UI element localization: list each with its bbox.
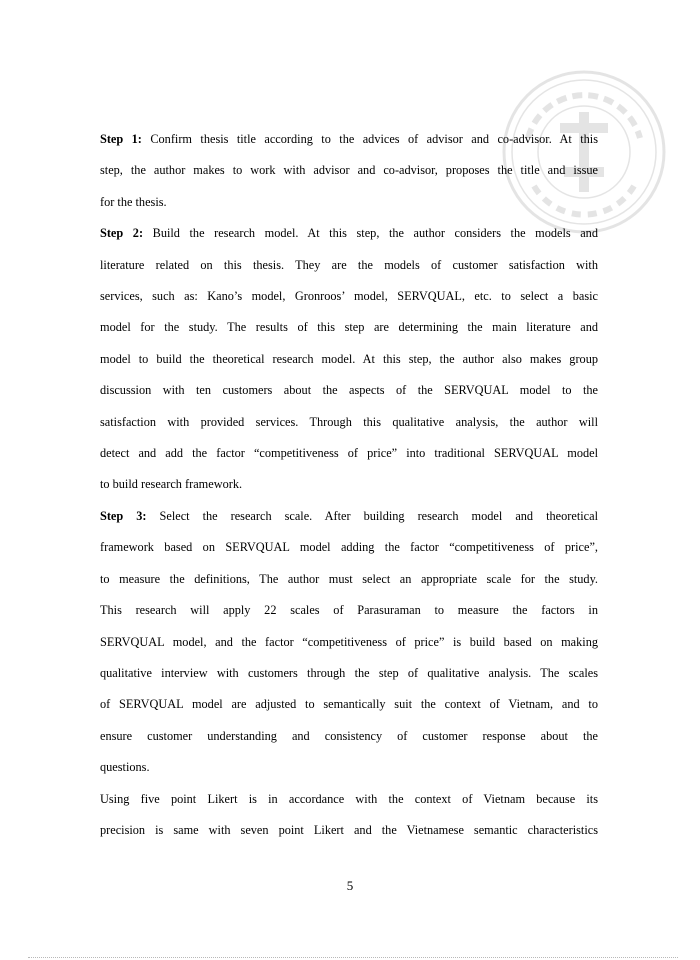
text-line xyxy=(100,407,598,438)
line-text: literature related on this thesis. They are the models of customer satisfaction with xyxy=(100,257,598,272)
text-line xyxy=(100,375,598,406)
line-text: Select the research scale. After building research model and theoretical xyxy=(146,508,598,523)
line-text: This research will apply 22 scales of Parasuraman to measure the factors in xyxy=(100,603,598,618)
text-line xyxy=(100,218,598,249)
line-text: Build the research model. At this step, the author considers the models and xyxy=(143,226,598,241)
text-line xyxy=(100,689,598,720)
line-text: Using five point Likert is in accordance with the context of Vietnam because its xyxy=(100,791,598,806)
line-text: discussion with ten customers about the aspects of the SERVQUAL model to the xyxy=(100,383,598,398)
line-text: model for the study. The results of this step are determining the main literature and xyxy=(100,320,598,335)
line-text: Confirm thesis title according to the advices of advisor and co-advisor. At this xyxy=(141,132,598,146)
step-label: Step 1: xyxy=(100,132,142,146)
line-text: precision is same with seven point Likert and the Vietnamese semantic characteristics xyxy=(100,822,598,837)
text-line xyxy=(100,250,598,281)
line-text: questions. xyxy=(100,760,150,775)
line-text: SERVQUAL model, and the factor “competitiveness of price” is build based on making xyxy=(100,634,598,649)
paragraph xyxy=(100,784,598,847)
text-line xyxy=(100,312,598,343)
text-line xyxy=(100,564,598,595)
text-line xyxy=(100,721,598,752)
line-text: framework based on SERVQUAL model adding the factor “competitiveness of price”, xyxy=(100,540,598,555)
text-line xyxy=(100,627,598,658)
paragraph xyxy=(100,501,598,784)
text-line xyxy=(100,752,598,783)
line-text: of SERVQUAL model are adjusted to semantically suit the context of Vietnam, and to xyxy=(100,697,598,712)
text-line xyxy=(100,187,598,218)
step-label: Step 3: xyxy=(100,508,147,523)
page-bottom-divider xyxy=(28,957,678,958)
text-line xyxy=(100,595,598,626)
text-line xyxy=(100,124,598,155)
line-text: for the thesis. xyxy=(100,194,167,209)
text-line xyxy=(100,532,598,563)
text-line xyxy=(100,815,598,846)
line-text: qualitative interview with customers through the step of qualitative analysis. The scales xyxy=(100,665,598,680)
step-label: Step 2: xyxy=(100,226,144,241)
line-text: to measure the definitions, The author must select an appropriate scale for the study. xyxy=(100,571,598,586)
text-line xyxy=(100,658,598,689)
line-text: step, the author makes to work with advisor and co-advisor, proposes the title and issue xyxy=(100,163,598,178)
text-line xyxy=(100,784,598,815)
paragraph xyxy=(100,218,598,501)
line-text: satisfaction with provided services. Through this qualitative analysis, the author will xyxy=(100,414,598,429)
text-line xyxy=(100,155,598,186)
text-line xyxy=(100,344,598,375)
text-line xyxy=(100,469,598,500)
line-text: model to build the theoretical research model. At this step, the author also makes group xyxy=(100,351,598,366)
line-text: to build research framework. xyxy=(100,477,243,492)
page-number: 5 xyxy=(346,878,354,893)
text-line xyxy=(100,438,598,469)
line-text: services, such as: Kano’s model, Gronroos’ model, SERVQUAL, etc. to select a basic xyxy=(100,289,598,304)
line-text: detect and add the factor “competitiveness of price” into traditional SERVQUAL model xyxy=(100,446,598,461)
line-text: ensure customer understanding and consistency of customer response about the xyxy=(100,728,598,743)
text-line xyxy=(100,501,598,532)
body-text xyxy=(100,124,598,846)
text-line xyxy=(100,281,598,312)
paragraph xyxy=(100,124,598,218)
